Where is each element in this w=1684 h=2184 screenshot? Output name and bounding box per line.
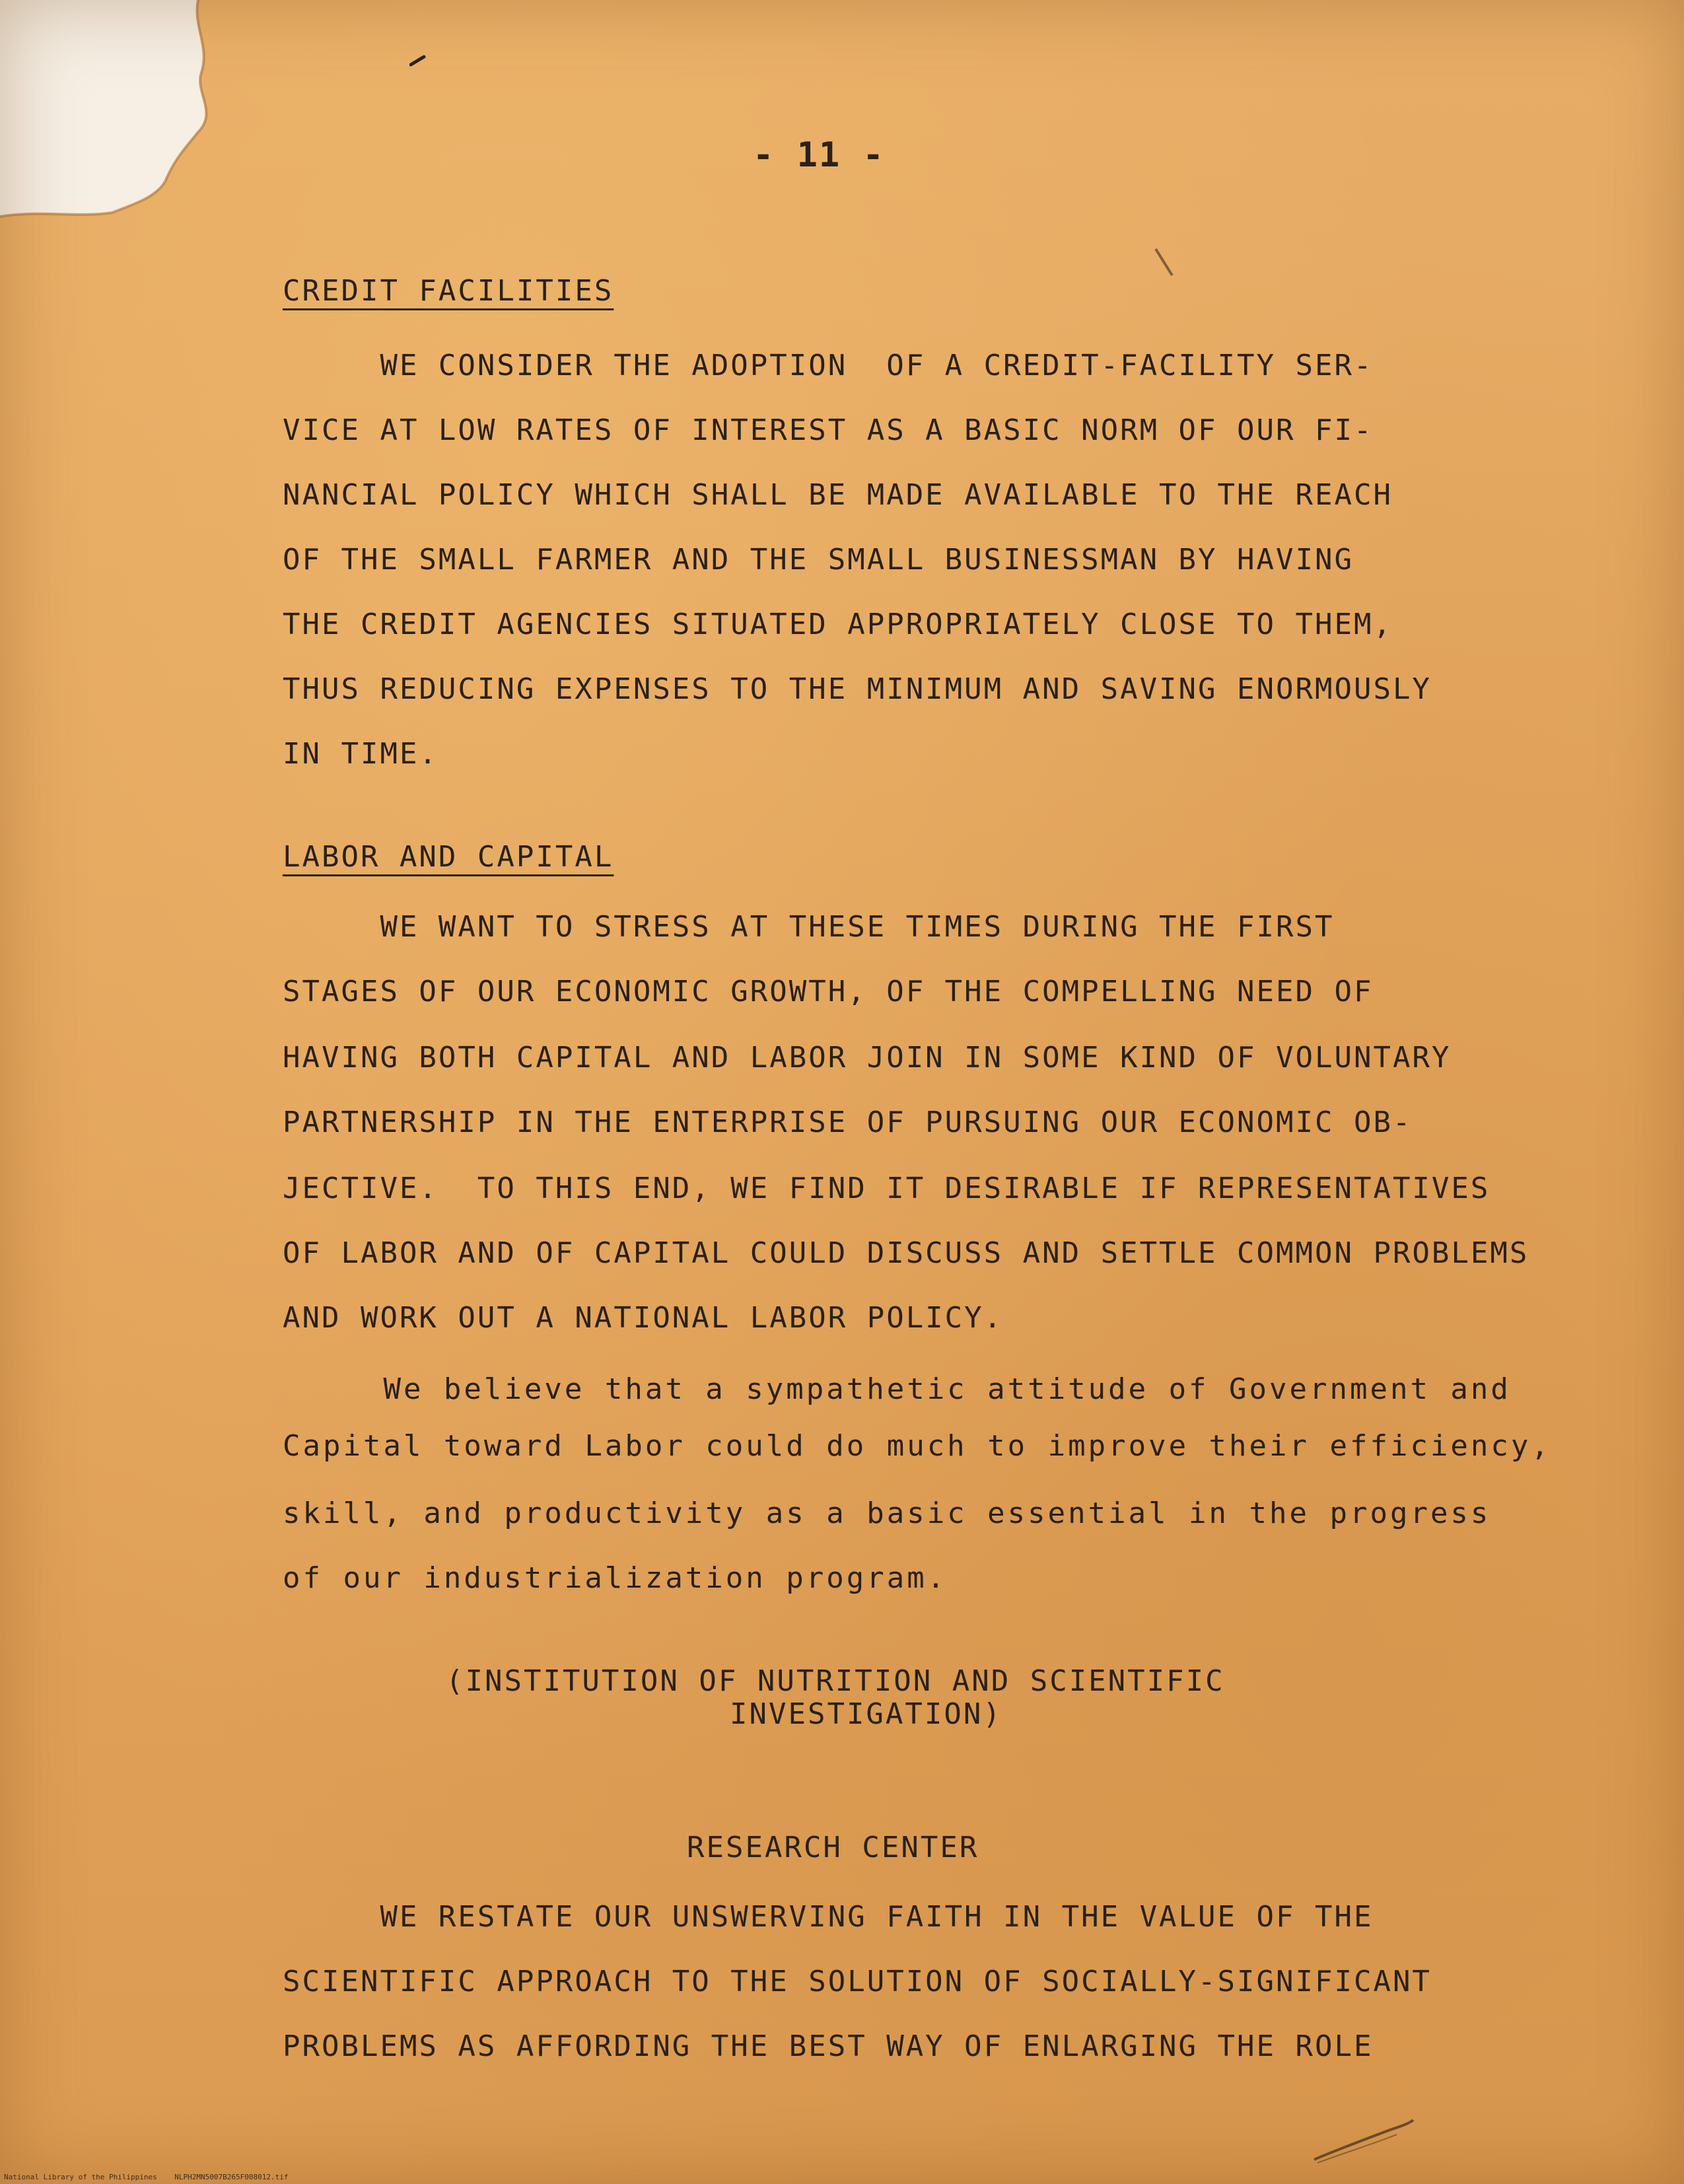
labor-government-paragraph <box>283 1372 1603 1595</box>
research-center-paragraph <box>283 1900 1603 2068</box>
heading-credit-facilities: CREDIT FACILITIES <box>283 274 614 308</box>
institution-title-line-1: (INSTITUTION OF NUTRITION AND SCIENTIFIC <box>446 1664 1225 1698</box>
text-line: We believe that a sympathetic attitude of Government and <box>283 1372 1511 1406</box>
text-line: OF LABOR AND OF CAPITAL COULD DISCUSS AND SETTLE COMMON PROBLEMS <box>283 1236 1529 1270</box>
text-line: JECTIVE. TO THIS END, WE FIND IT DESIRABLE IF REPRESENTATIVES <box>283 1172 1491 1205</box>
text-line: THUS REDUCING EXPENSES TO THE MINIMUM AND SAVING ENORMOUSLY <box>283 672 1432 706</box>
text-line: AND WORK OUT A NATIONAL LABOR POLICY. <box>283 1301 1004 1335</box>
labor-capital-paragraph <box>283 910 1603 1335</box>
text-line: of our industrialization program. <box>283 1561 948 1595</box>
archive-footer: National Library of the Philippines NLPH2MN5007B265F008012.tif <box>4 2173 289 2181</box>
text-line: NANCIAL POLICY WHICH SHALL BE MADE AVAILABLE TO THE REACH <box>283 478 1393 512</box>
ink-mark <box>409 54 429 67</box>
text-line: skill, and productivity as a basic essential in the progress <box>283 1497 1491 1530</box>
institution-title-line-2: INVESTIGATION) <box>730 1697 1002 1731</box>
text-line: STAGES OF OUR ECONOMIC GROWTH, OF THE COMPELLING NEED OF <box>283 975 1374 1008</box>
torn-corner <box>0 0 238 218</box>
text-line: VICE AT LOW RATES OF INTEREST AS A BASIC NORM OF OUR FI- <box>283 413 1374 447</box>
text-line: Capital toward Labor could do much to improve their efficiency, <box>283 1429 1551 1463</box>
text-line: OF THE SMALL FARMER AND THE SMALL BUSINESSMAN BY HAVING <box>283 543 1354 577</box>
text-line: PARTNERSHIP IN THE ENTERPRISE OF PURSUING OUR ECONOMIC OB- <box>283 1106 1413 1139</box>
ink-mark <box>1152 246 1179 285</box>
text-line: HAVING BOTH CAPITAL AND LABOR JOIN IN SOME KIND OF VOLUNTARY <box>283 1041 1452 1074</box>
credit-facilities-paragraph <box>283 349 1603 771</box>
text-line: WE RESTATE OUR UNSWERVING FAITH IN THE VALUE OF THE <box>283 1900 1374 1934</box>
text-line: SCIENTIFIC APPROACH TO THE SOLUTION OF SOCIALLY-SIGNIFICANT <box>283 1965 1432 1998</box>
text-line: THE CREDIT AGENCIES SITUATED APPROPRIATELY CLOSE TO THEM, <box>283 608 1393 641</box>
heading-research-center: RESEARCH CENTER <box>687 1831 979 1864</box>
text-line: PROBLEMS AS AFFORDING THE BEST WAY OF ENLARGING THE ROLE <box>283 2029 1374 2063</box>
text-line: WE CONSIDER THE ADOPTION OF A CREDIT-FACILITY SER- <box>283 349 1374 382</box>
page-number: - 11 - <box>753 135 885 175</box>
ink-scribble <box>1311 2113 1417 2166</box>
text-line: WE WANT TO STRESS AT THESE TIMES DURING THE FIRST <box>283 910 1335 944</box>
heading-labor-and-capital: LABOR AND CAPITAL <box>283 840 614 874</box>
text-line: IN TIME. <box>283 737 439 771</box>
